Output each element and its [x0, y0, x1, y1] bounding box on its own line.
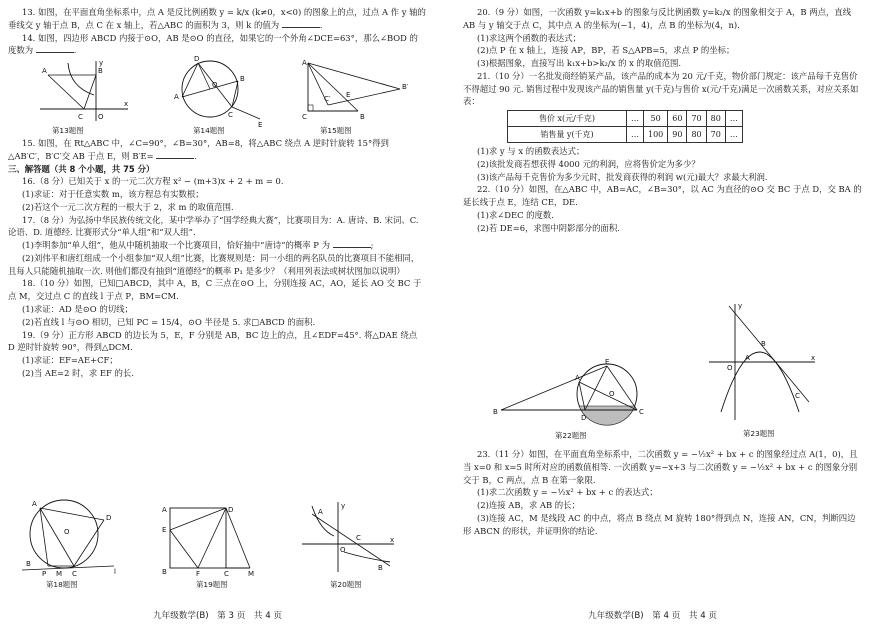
table-cell: 销售量 y(千克) — [508, 127, 627, 143]
question-20: 20.（9 分）如图，一次函数 y=k₁x+b 的图象与反比例函数 y=k₂/x 的图象相交于 A，B 两点，直线 AB 与 y 轴交于点 C，其中点 A 的坐标为(−1，4)，点 B 的坐标为(4，n). — [463, 7, 852, 30]
fig15-caption: 第15题图 — [320, 126, 352, 136]
footer-page-4: 九年级数学(B) 第 4 页 共 4 页 — [588, 611, 717, 621]
table-cell: … — [627, 111, 644, 127]
question-16: 16.（8 分）已知关于 x 的一元二次方程 x² − (m+3)x + 2 + m = 0. — [22, 176, 284, 187]
label-O: O — [64, 528, 70, 536]
label-l: l — [114, 568, 116, 576]
question-21: 21.（10 分）一名批发商经销某产品，该产品的成本为 20 元/千克，物价部门规定：该产品每千克售价不得超过 90 元. 销售过程中发现该产品的销售量 y(千克)与售价 x(元/千克)满足一次函数关系，对应关系如表： — [463, 70, 859, 107]
label-C-prime: C′ — [324, 95, 331, 104]
fig20-caption: 第20题图 — [330, 580, 362, 589]
label-B: B — [493, 408, 498, 416]
table-cell: 50 — [644, 111, 668, 127]
label-D: D — [228, 506, 234, 514]
figure-18 — [18, 496, 118, 578]
table-cell: 70 — [687, 111, 706, 127]
label-y: y — [99, 59, 104, 68]
label-A: A — [32, 500, 37, 508]
label-x: x — [390, 536, 395, 544]
right-column — [463, 6, 863, 234]
label-C: C — [228, 111, 233, 120]
question-23-part2: (2)连接 AB，求 AB 的长； — [477, 500, 580, 511]
table-cell: 90 — [668, 127, 687, 143]
fig23-caption: 第23题图 — [743, 429, 775, 438]
question-22: 22.（10 分）如图，在△ABC 中，AB=AC，∠B=30°，以 AC 为直径的⊙O 交 BC 于点 D，交 BA 的延长线于点 E，连结 CE，DE. — [463, 184, 862, 208]
question-18-part2: (2)若直线 l 与⊙O 相切，已知 PC = 15/4，⊙O 半径是 5. 求□ABCD 的面积. — [22, 316, 316, 327]
question-20-part1: (1)求这两个函数的表达式； — [477, 32, 581, 43]
label-P: P — [42, 570, 47, 578]
label-O: O — [609, 390, 615, 398]
price-volume-table — [507, 110, 743, 143]
question-23-part3: (3)连接 AC，M 是线段 AC 的中点，将点 B 绕点 M 旋转 180°得到点 N，连接 AN，CN，判断四边形 ABCN 的形状，并证明你的结论. — [463, 512, 856, 536]
figure-15 — [300, 59, 410, 123]
label-A: A — [745, 354, 750, 362]
question-20-part2: (2)点 P 在 x 轴上，连接 AP，BP，若 S△APB=5，求点 P 的坐标； — [477, 45, 735, 56]
figure-19 — [160, 504, 260, 576]
table-cell: 60 — [668, 111, 687, 127]
figure-23 — [703, 302, 818, 422]
footer-page-3: 九年级数学(B) 第 3 页 共 4 页 — [153, 611, 282, 621]
section-heading: 三、解答题（共 8 个小题，共 75 分） — [8, 163, 155, 174]
question-14: 14. 如图，四边形 ABCD 内接于⊙O，AB 是⊙O 的直径，如果它的一个外角∠DCE=63°，那么∠BOD 的度数为 . — [8, 32, 418, 56]
question-23-part1: (1)求二次函数 y = −½x² + bx + c 的表达式； — [477, 487, 658, 498]
label-y: y — [738, 302, 743, 310]
question-21-part1: (1)求 y 与 x 的函数表达式； — [477, 146, 585, 157]
label-B: B — [98, 67, 103, 76]
label-C: C — [302, 113, 307, 122]
question-23: 23.（11 分）如图，在平面直角坐标系中，二次函数 y = −½x² + bx + c 的图象经过点 A(1，0)，且当 x=0 和 x=5 时所对应的函数值相等. 一次函数 y=−x+3 与二次函数 y = −½x² + bx + c 的图象分别交于 B，C 两点，点 B 在第一象限. — [463, 449, 858, 485]
fig13-caption: 第13题图 — [52, 126, 84, 136]
figure-20 — [298, 500, 398, 576]
fig18-caption: 第18题图 — [46, 580, 78, 589]
left-column — [8, 6, 426, 380]
label-A: A — [302, 59, 307, 68]
question-13: 13. 如图，在平面直角坐标系中，点 A 是反比例函数 y = k/x (k≠0，x<0) 的图象上的点，过点 A 作 y 轴的垂线交 y 轴于点 B，点 C 在 x 轴上，若△ABC 的面积为 3，则 k 的值为 . — [8, 7, 426, 30]
table-cell: … — [627, 127, 644, 143]
label-D: D — [194, 55, 200, 64]
answer-blank — [36, 44, 74, 53]
question-15: 15. 如图，在 Rt△ABC 中，∠C=90°，∠B=30°，AB=8，将△ABC 绕点 A 逆时针旋转 15°得到△AB′C′，B′C′交 AB 于点 E，则 B′E= . — [8, 138, 389, 161]
label-O: O — [98, 113, 104, 122]
label-x: x — [124, 100, 129, 109]
answer-blank — [333, 239, 371, 248]
label-C: C — [72, 570, 77, 578]
question-18: 18.（10 分）如图，已知□ABCD，其中 A，B，C 三点在⊙O 上，分别连接 AC，AO，延长 AO 交 BC 于点 M，交过点 C 的直线 l 于点 P，BM=CM. — [8, 278, 422, 302]
table-row — [508, 111, 743, 127]
label-B: B — [240, 75, 245, 84]
figures-13-15 — [8, 57, 426, 137]
table-row — [508, 127, 743, 143]
fig14-caption: 第14题图 — [193, 126, 225, 136]
question-19: 19.（9 分）正方形 ABCD 的边长为 5，E，F 分别是 AB，BC 边上的点，且∠EDF=45°. 将△DAE 绕点 D 逆时针旋转 90°，得到△DCM. — [8, 329, 418, 353]
label-x: x — [811, 354, 816, 362]
figure-14 — [168, 55, 268, 130]
figure-13 — [36, 59, 131, 123]
question-22-part2: (2)若 DE=6，求图中阴影部分的面积. — [477, 222, 620, 233]
table-cell: 70 — [706, 127, 725, 143]
label-B: B — [26, 560, 31, 568]
label-O: O — [727, 364, 733, 372]
fig19-caption: 第19题图 — [196, 580, 228, 589]
label-D: D — [106, 514, 112, 522]
label-M: M — [56, 570, 63, 578]
label-B: B — [378, 564, 383, 572]
label-D: D — [581, 414, 587, 422]
question-17-part1: (1)李明参加“单人组”，他从中随机抽取一个比赛项目，恰好抽中“唐诗”的概率 P 为 ; — [22, 240, 374, 251]
table-cell: 80 — [687, 127, 706, 143]
question-18-part1: (1)求证：AD 是⊙O 的切线； — [22, 304, 133, 315]
label-C: C — [795, 392, 800, 400]
label-A: A — [174, 93, 179, 102]
label-y: y — [341, 502, 346, 510]
fig22-caption: 第22题图 — [555, 431, 587, 440]
right-column-bottom — [463, 448, 863, 537]
question-21-part2: (2)该批发商若想获得 4000 元的利润，应将售价定为多少？ — [477, 158, 700, 169]
question-22-part1: (1)求∠DEC 的度数. — [477, 209, 554, 220]
label-E: E — [258, 121, 263, 130]
question-16-part2: (2)若这个一元二次方程的一根大于 2，求 m 的取值范围. — [22, 201, 234, 212]
answer-blank — [156, 150, 194, 159]
table-cell: … — [725, 127, 742, 143]
page-4 — [435, 0, 870, 626]
question-16-part1: (1)求证：对于任意实数 m，该方程总有实数根； — [22, 189, 204, 200]
label-C: C — [78, 113, 83, 122]
label-B: B — [162, 568, 167, 576]
label-O: O — [340, 546, 346, 554]
table-cell: 80 — [706, 111, 725, 127]
label-E: E — [162, 526, 167, 534]
table-cell: … — [725, 111, 742, 127]
label-O: O — [212, 81, 218, 90]
question-21-part3: (3)该产品每千克售价为多少元时，批发商获得的利润 w(元)最大？求最大利润. — [477, 171, 768, 182]
question-19-part1: (1)求证：EF=AE+CF； — [22, 355, 118, 366]
label-B: B — [761, 340, 766, 348]
question-20-part3: (3)根据图象，直接写出 k₁x+b>k₂/x 的 x 的取值范围. — [477, 58, 682, 69]
question-17-part2: (2)刘伟平和唐红组成一个小组参加“双人组”比赛，比赛规则是：同一小组的两名队员的比赛项目不能相同，且每人只能随机抽取一次. 则他们都没有抽到“道德经”的概率 P₁ 是多少？（利用列表法或树状图加以说明） — [8, 252, 420, 276]
label-E: E — [605, 358, 610, 366]
label-A: A — [318, 508, 323, 516]
table-cell: 售价 x(元/千克) — [508, 111, 627, 127]
label-A: A — [575, 374, 580, 382]
label-B: B — [360, 113, 365, 122]
label-F: F — [196, 570, 201, 578]
label-M: M — [248, 570, 255, 578]
label-A: A — [162, 506, 167, 514]
figure-22 — [493, 358, 647, 428]
label-C: C — [356, 534, 361, 542]
label-E: E — [346, 91, 351, 100]
label-C: C — [639, 408, 644, 416]
question-19-part2: (2)当 AE=2 时，求 EF 的长. — [22, 367, 134, 378]
answer-blank — [282, 19, 320, 28]
question-17: 17.（8 分）为弘扬中华民族传统文化，某中学举办了“国学经典大赛”，比赛项目为：A. 唐诗、B. 宋词、C. 论语、D. 道德经. 比赛形式分“单人组”和“双人组”. — [8, 214, 419, 238]
label-B-prime: B′ — [402, 83, 409, 92]
label-C: C — [224, 570, 229, 578]
table-cell: 100 — [644, 127, 668, 143]
label-A: A — [42, 67, 47, 76]
